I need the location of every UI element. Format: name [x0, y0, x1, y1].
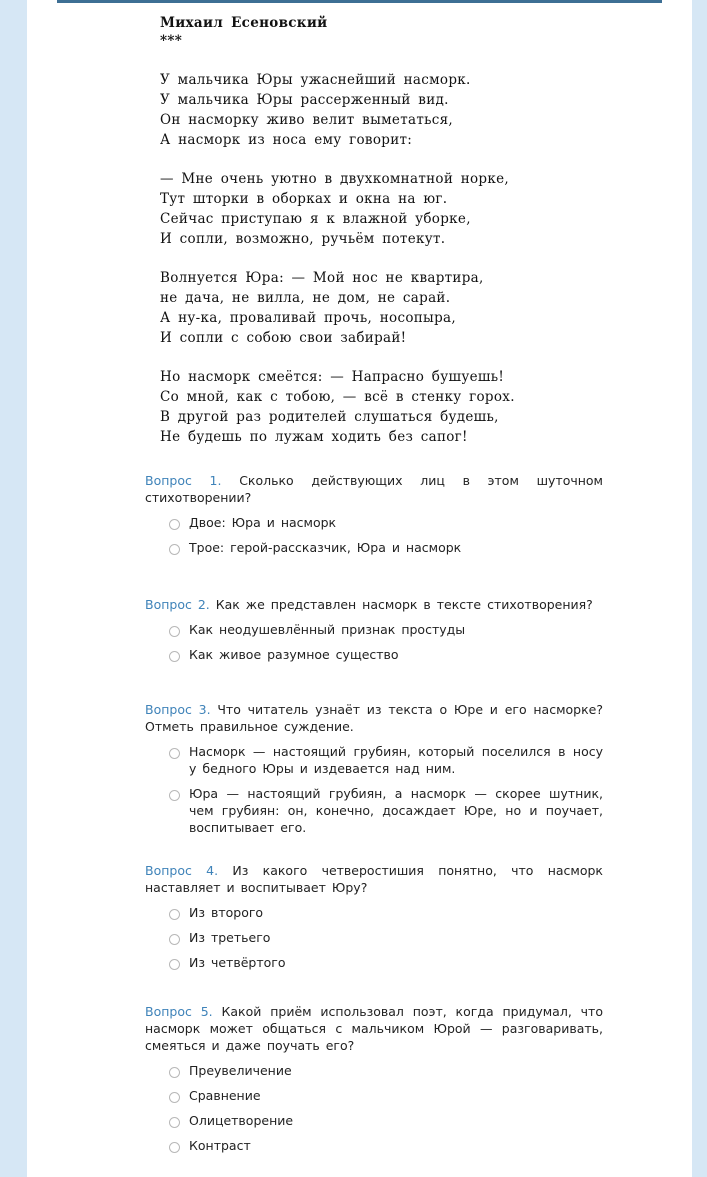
poem-line: Волнуется Юра: — Мой нос не квартира, — [160, 270, 484, 286]
question-2 — [145, 596, 603, 663]
poem-line: У мальчика Юры рассерженный вид. — [160, 92, 449, 108]
answer-option[interactable] — [145, 904, 603, 921]
question-label: Вопрос 3. — [145, 702, 211, 717]
answer-option[interactable] — [145, 743, 603, 777]
option-label: Юра — настоящий грубиян, а насморк — скорее шутник, чем грубиян: он, конечно, досаждает Юре, но и поучает, воспитывает его. — [189, 786, 603, 835]
poem-line: Сейчас приступаю я к влажной уборке, — [160, 211, 471, 227]
poem-line: Не будешь по лужам ходить без сапог! — [160, 429, 468, 445]
radio-button[interactable] — [169, 651, 180, 662]
option-label: Преувеличение — [189, 1063, 292, 1078]
answer-option[interactable] — [145, 954, 603, 971]
question-5 — [145, 1003, 603, 1154]
radio-button[interactable] — [169, 519, 180, 530]
question-label: Вопрос 4. — [145, 863, 219, 878]
option-label: Олицетворение — [189, 1113, 294, 1128]
answer-option[interactable] — [145, 646, 603, 663]
radio-button[interactable] — [169, 934, 180, 945]
question-1 — [145, 472, 603, 556]
question-text — [145, 1003, 603, 1054]
question-4 — [145, 862, 603, 971]
answer-option[interactable] — [145, 929, 603, 946]
poem-line: Тут шторки в оборках и окна на юг. — [160, 191, 448, 207]
option-label: Насморк — настоящий грубиян, который поселился в носу у бедного Юры и издевается над ним. — [189, 744, 603, 776]
question-3 — [145, 701, 603, 836]
radio-button[interactable] — [169, 1067, 180, 1078]
answer-option[interactable] — [145, 514, 603, 531]
question-label: Вопрос 2. — [145, 597, 210, 612]
option-label: Как живое разумное существо — [189, 647, 399, 662]
option-label: Из третьего — [189, 930, 271, 945]
option-label: Двое: Юра и насморк — [189, 515, 337, 530]
answer-option[interactable] — [145, 539, 603, 556]
radio-button[interactable] — [169, 909, 180, 920]
radio-button[interactable] — [169, 748, 180, 759]
answer-option[interactable] — [145, 1112, 603, 1129]
poem-line: А насморк из носа ему говорит: — [160, 132, 413, 148]
radio-button[interactable] — [169, 1142, 180, 1153]
question-body: Из какого четверостишия понятно, что насморк наставляет и воспитывает Юру? — [145, 863, 603, 895]
poem-line: В другой раз родителей слушаться будешь, — [160, 409, 499, 425]
question-label: Вопрос 1. — [145, 473, 222, 488]
stanza — [160, 169, 580, 249]
option-label: Как неодушевлённый признак простуды — [189, 622, 466, 637]
radio-button[interactable] — [169, 1092, 180, 1103]
question-text — [145, 472, 603, 506]
answer-option[interactable] — [145, 785, 603, 836]
question-text — [145, 596, 603, 613]
question-text — [145, 701, 603, 735]
stanza — [160, 268, 580, 348]
radio-button[interactable] — [169, 959, 180, 970]
option-label: Из второго — [189, 905, 264, 920]
poem-line: Со мной, как с тобою, — всё в стенку горох. — [160, 389, 515, 405]
poem-line: — Мне очень уютно в двухкомнатной норке, — [160, 171, 509, 187]
option-label: Из четвёртого — [189, 955, 286, 970]
answer-option[interactable] — [145, 1087, 603, 1104]
poem-line: И сопли с собою свои забирай! — [160, 330, 407, 346]
stanza — [160, 70, 580, 150]
poem — [160, 14, 580, 466]
option-label: Контраст — [189, 1138, 251, 1153]
question-body: Что читатель узнаёт из текста о Юре и его насморке? Отметь правильное суждение. — [145, 702, 603, 734]
radio-button[interactable] — [169, 544, 180, 555]
poem-line: У мальчика Юры ужаснейший насморк. — [160, 72, 471, 88]
poem-author: Михаил Есеновский — [160, 15, 328, 31]
question-label: Вопрос 5. — [145, 1004, 213, 1019]
answer-option[interactable] — [145, 1137, 603, 1154]
option-label: Трое: герой-рассказчик, Юра и насморк — [189, 540, 462, 555]
question-text — [145, 862, 603, 896]
stanza — [160, 367, 580, 447]
question-body: Какой приём использовал поэт, когда придумал, что насморк может общаться с мальчиком Юрой — разговаривать, смеяться и даже поучать его? — [145, 1004, 603, 1053]
top-divider — [57, 0, 662, 3]
radio-button[interactable] — [169, 790, 180, 801]
radio-button[interactable] — [169, 626, 180, 637]
question-body: Сколько действующих лиц в этом шуточном стихотворении? — [145, 473, 603, 505]
option-label: Сравнение — [189, 1088, 261, 1103]
poem-line: Он насморку живо велит выметаться, — [160, 112, 454, 128]
poem-separator: *** — [160, 33, 183, 49]
answer-option[interactable] — [145, 621, 603, 638]
poem-line: А ну-ка, проваливай прочь, носопыра, — [160, 310, 456, 326]
poem-line: Но насморк смеётся: — Напрасно бушуешь! — [160, 369, 505, 385]
question-body: Как же представлен насморк в тексте стихотворения? — [215, 597, 593, 612]
answer-option[interactable] — [145, 1062, 603, 1079]
poem-line: И сопли, возможно, ручьём потекут. — [160, 231, 446, 247]
poem-line: не дача, не вилла, не дом, не сарай. — [160, 290, 451, 306]
radio-button[interactable] — [169, 1117, 180, 1128]
